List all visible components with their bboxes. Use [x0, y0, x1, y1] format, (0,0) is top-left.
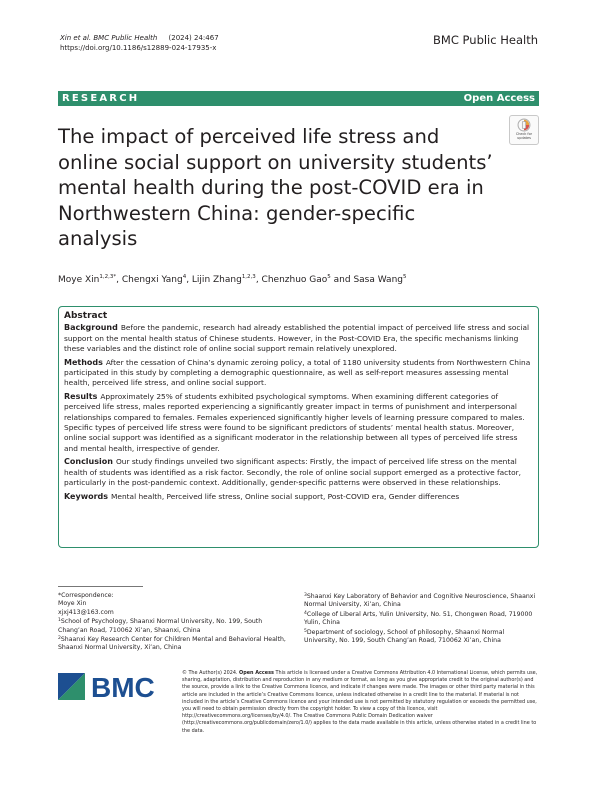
abstract-section-label: Methods [64, 357, 103, 367]
abstract-section-text: Our study findings unveiled two significant aspects: Firstly, the impact of perceived life stress on the mental health of students was identified as a risk factor. Secondly, the role of online social support emerged as a protective factor, particularly in the post-pandemic context. Additionally, gender-specific patterns were observed in these relationships. [64, 457, 522, 488]
open-access-label: Open Access [463, 93, 535, 104]
footnote-text: *Correspondence: [58, 592, 114, 599]
crossmark-label: Check for updates [515, 132, 533, 140]
abstract-section-methods [64, 358, 531, 389]
abstract-section-label: Conclusion [64, 457, 113, 467]
logo-text: BMC [91, 673, 155, 700]
footnote-text: Shaanxi Key Research Center for Children Mental and Behavioral Health, Shaanxi Normal University, Xi’an, China [58, 636, 286, 652]
author-list [58, 271, 407, 286]
license-copyright: © The Author(s) 2024. [182, 670, 238, 676]
abstract-sections [64, 323, 531, 502]
footnote-text: xjxj413@163.com [58, 608, 114, 616]
footnote-item [58, 635, 288, 653]
author-name[interactable]: Sasa Wang [353, 275, 403, 285]
footnote-text: Department of sociology, School of philosophy, Shaanxi Normal University, No. 199, South Chang’an Road, 710062 Xi’an, China [304, 628, 505, 645]
author-separator: , [116, 275, 122, 285]
abstract-section-results [64, 392, 531, 454]
license-body: This article is licensed under a Creative Commons Attribution 4.0 International License, which permits use, sharing, adaptation, distribution and reproduction in any medium or format, as long as you give appropriate credit to the original author(s) and the source, provide a link to the Creative Commons licence, and indicate if changes were made. The images or other third party material in this article are included in the article’s Creative Commons licence, unless indicated otherwise in a credit line to the material. If material is not included in the article’s Creative Commons licence and your intended use is not permitted by statutory regulation or exceeds the permitted use, you will need to obtain permission directly from the copyright holder. To view a copy of this licence, visit http://creativecommons.org/licenses/by/4.0/. The Creative Commons Public Domain Dedication waiver (http://creativecommons.org/publicdomain/zero/1.0/) applies to the data made available in this article, unless otherwise stated in a credit line to the data. [182, 670, 538, 734]
abstract-section-label: Results [64, 391, 98, 401]
footnote-divider [58, 586, 143, 587]
doi-link[interactable]: https://doi.org/10.1186/s12889-024-17935-x [60, 44, 217, 52]
author-affiliation-sup: 1,2,3 [241, 274, 256, 280]
footnote-sup: 2 [58, 636, 61, 642]
footnote-sup: 4 [304, 610, 307, 616]
abstract-section-label: Keywords [64, 491, 109, 501]
author-separator: and [330, 275, 354, 285]
author-name[interactable]: Moye Xin [58, 275, 100, 285]
author-name[interactable]: Lijin Zhang [191, 275, 242, 285]
citation-journal: Xin et al. BMC Public Health [60, 34, 158, 42]
abstract-section-background [64, 323, 531, 354]
abstract-heading: Abstract [64, 311, 108, 321]
section-banner [58, 91, 539, 106]
crossmark-icon [517, 118, 531, 132]
abstract-box [58, 306, 539, 548]
abstract-section-text: After the cessation of China’s dynamic zeroing policy, a total of 1180 university students from Northwestern China participated in this study by completing a demographic questionnaire, as well as self-report measures assessing mental health, perceived life stress, and online social support. [64, 357, 531, 388]
section-label: RESEARCH [62, 93, 140, 104]
footnote-item [58, 617, 288, 635]
author-separator: , [186, 275, 192, 285]
license-text [182, 670, 539, 735]
footnote-sup: 3 [304, 593, 307, 598]
footnote-item [304, 592, 539, 610]
footnotes-right [304, 592, 539, 645]
footnote-item [58, 592, 288, 600]
bmc-logo-graphic [58, 673, 173, 700]
check-for-updates-badge[interactable] [509, 115, 539, 145]
footnote-sup: 5 [304, 628, 307, 634]
abstract-section-text: Approximately 25% of students exhibited psychological symptoms. When examining different categories of perceived life stress, males reported experiencing a significantly greater impact in terms of punishment and interpersonal relationships compared to females. Females experienced significantly higher levels of learning pressure compared to males. Specific types of perceived life stress were found to be significant predictors of students’ mental health status. Moreover, online social support was identified as a significant moderator in the relationship between all types of perceived life stress and mental health, irrespective of gender. [64, 391, 525, 453]
author-affiliation-sup: 5 [327, 274, 331, 280]
abstract-section-keywords [64, 492, 531, 502]
author-name[interactable]: Chenzhuo Gao [261, 275, 328, 285]
abstract-section-text: Mental health, Perceived life stress, Online social support, Post-COVID era, Gender differences [111, 491, 460, 501]
abstract-section-text: Before the pandemic, research had already established the potential impact of perceived life stress and social support on the mental health status of Chinese students. However, in the Post-COVID Era, the specific mechanisms linking these variables and the distinct role of online social support remain relatively unexplored. [64, 323, 530, 354]
citation-volume: (2024) 24:467 [168, 34, 219, 42]
author-affiliation-sup: 4 [182, 274, 187, 280]
footnote-item [58, 609, 288, 617]
author-affiliation-sup: 5 [403, 274, 407, 280]
abstract-section-label: Background [64, 323, 118, 333]
journal-name: BMC Public Health [433, 33, 538, 47]
author-name[interactable]: Chengxi Yang [121, 275, 183, 285]
footnote-text: Moye Xin [58, 600, 87, 608]
article-title: The impact of perceived life stress and online social support on university students’ mental health during the post-COVID era in Northwestern China: gender-specific analysis [58, 125, 493, 251]
footnote-text: College of Liberal Arts, Yulin University, No. 51, Chongwen Road, 719000 Yulin, China [304, 610, 533, 627]
bmc-logo [58, 673, 173, 700]
footnote-item [304, 610, 539, 628]
footnote-text: Shaanxi Key Laboratory of Behavior and Cognitive Neuroscience, Shaanxi Normal University, Xi’an, China [304, 593, 536, 609]
abstract-section-conclusion [64, 457, 531, 488]
footnote-sup: 1 [58, 618, 61, 624]
footnote-item [304, 628, 539, 646]
footnotes-left [58, 592, 288, 653]
author-affiliation-sup: 1,2,3* [99, 274, 117, 280]
footnote-item [58, 600, 288, 608]
author-separator: , [255, 275, 262, 285]
license-open-access: Open Access [239, 670, 274, 676]
footnote-text: School of Psychology, Shaanxi Normal University, No. 199, South Chang’an Road, 710062 Xi’an, Shaanxi, China [58, 618, 263, 634]
article-citation [60, 33, 219, 53]
